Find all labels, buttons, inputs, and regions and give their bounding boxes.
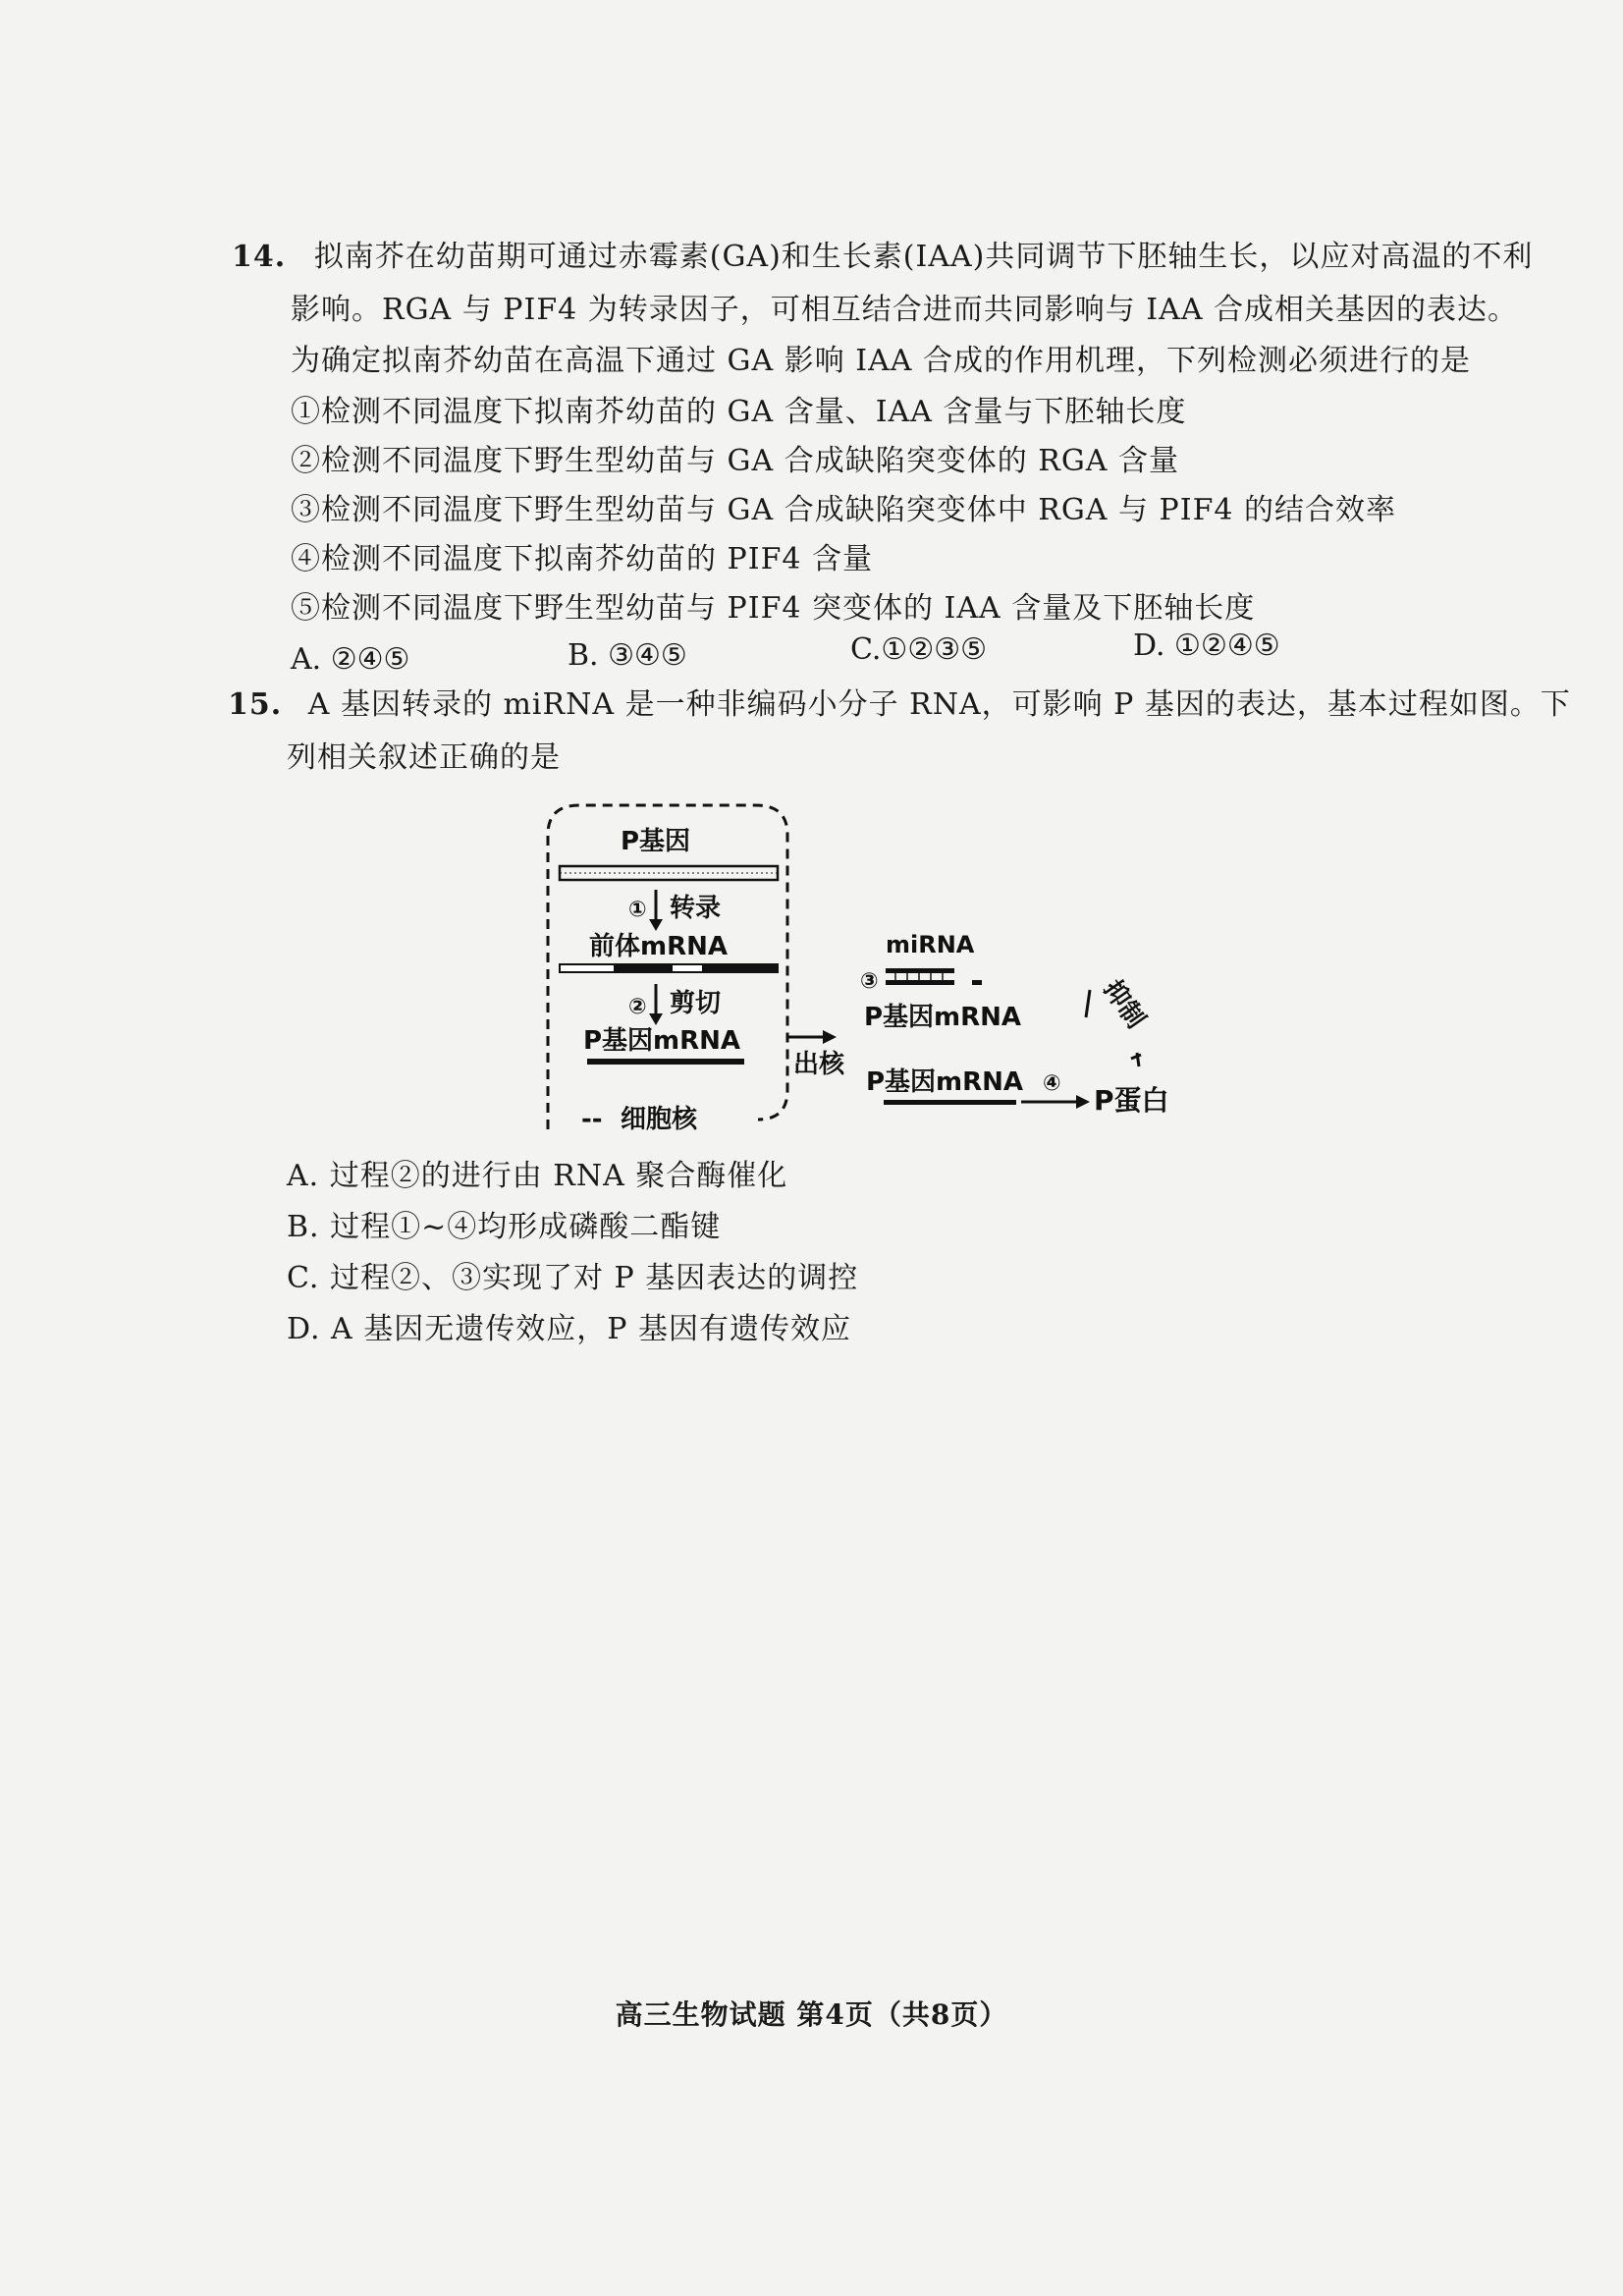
q15-option-a: A. 过程②的进行由 RNA 聚合酶催化 — [287, 1159, 788, 1193]
step3-marker: ③ — [860, 969, 879, 994]
q15-option-c: C. 过程②、③实现了对 P 基因表达的调控 — [287, 1261, 859, 1295]
q14-item-5: ⑤检测不同温度下野生型幼苗与 PIF4 突变体的 IAA 含量及下胚轴长度 — [291, 591, 1256, 626]
q14-line-1 — [232, 238, 1533, 277]
mirna-strand — [886, 968, 954, 973]
transcription-label: 转录 — [670, 894, 722, 923]
q14-stem-2: 影响。RGA 与 PIF4 为转录因子，可相互结合进而共同影响与 IAA 合成相关基因的表达。 — [291, 293, 1519, 327]
q15-line-1 — [228, 685, 1571, 725]
q14-number: 14. — [232, 240, 287, 274]
q14-item-3: ③检测不同温度下野生型幼苗与 GA 合成缺陷突变体中 RGA 与 PIF4 的结合效率 — [291, 493, 1397, 527]
page-footer: 高三生物试题 第4页（共8页） — [615, 1998, 1008, 2031]
step2-marker: ② — [628, 995, 647, 1019]
svg-text:--: -- — [581, 1105, 603, 1134]
q15-option-d: D. A 基因无遗传效应，P 基因有遗传效应 — [287, 1312, 851, 1346]
bound-p-mrna-strand — [886, 980, 954, 985]
q14-item-4: ④检测不同温度下拟南芥幼苗的 PIF4 含量 — [291, 542, 874, 576]
q14-stem-3: 为确定拟南芥幼苗在高温下通过 GA 影响 IAA 合成的作用机理，下列检测必须进行的是 — [291, 344, 1471, 378]
q14-option-c: C.①②③⑤ — [850, 632, 987, 667]
step4-marker: ④ — [1043, 1071, 1061, 1096]
free-p-mrna-strand — [884, 1100, 1016, 1105]
q14-item-2: ②检测不同温度下野生型幼苗与 GA 合成缺陷突变体的 RGA 含量 — [291, 444, 1179, 478]
q15-number: 15. — [228, 687, 283, 722]
nuclear-p-mrna-label: P基因mRNA — [583, 1026, 741, 1056]
p-protein-label: P蛋白 — [1094, 1084, 1169, 1117]
p-gene-label: P基因 — [621, 827, 691, 856]
q14-item-1: ①检测不同温度下拟南芥幼苗的 GA 含量、IAA 含量与下胚轴长度 — [291, 395, 1187, 429]
q14-option-d: D. ①②④⑤ — [1133, 629, 1280, 663]
export-label: 出核 — [793, 1050, 845, 1079]
gene-expression-diagram — [530, 795, 1217, 1149]
step1-marker: ① — [628, 898, 647, 922]
mirna-label: miRNA — [886, 931, 975, 958]
bound-p-mrna-label: P基因mRNA — [864, 1003, 1022, 1032]
q14-option-b: B. ③④⑤ — [568, 638, 687, 673]
q14-option-a: A. ②④⑤ — [291, 642, 410, 677]
pre-mrna-label: 前体mRNA — [589, 932, 728, 961]
nucleus-label: 细胞核 — [621, 1105, 698, 1134]
splicing-label: 剪切 — [670, 989, 722, 1018]
q15-stem-2: 列相关叙述正确的是 — [287, 740, 561, 775]
q14-stem-1: 拟南芥在幼苗期可通过赤霉素(GA)和生长素(IAA)共同调节下胚轴生长，以应对高温的不利 — [313, 240, 1534, 274]
q15-stem-1: A 基因转录的 miRNA 是一种非编码小分子 RNA，可影响 P 基因的表达，基本过程如图。下 — [307, 687, 1571, 722]
nuclear-p-mrna-strand — [587, 1059, 744, 1065]
q15-option-b: B. 过程①~④均形成磷酸二酯键 — [287, 1210, 722, 1244]
free-p-mrna-label: P基因mRNA — [866, 1067, 1024, 1097]
inhibit-label: 抑制 — [1097, 974, 1151, 1034]
